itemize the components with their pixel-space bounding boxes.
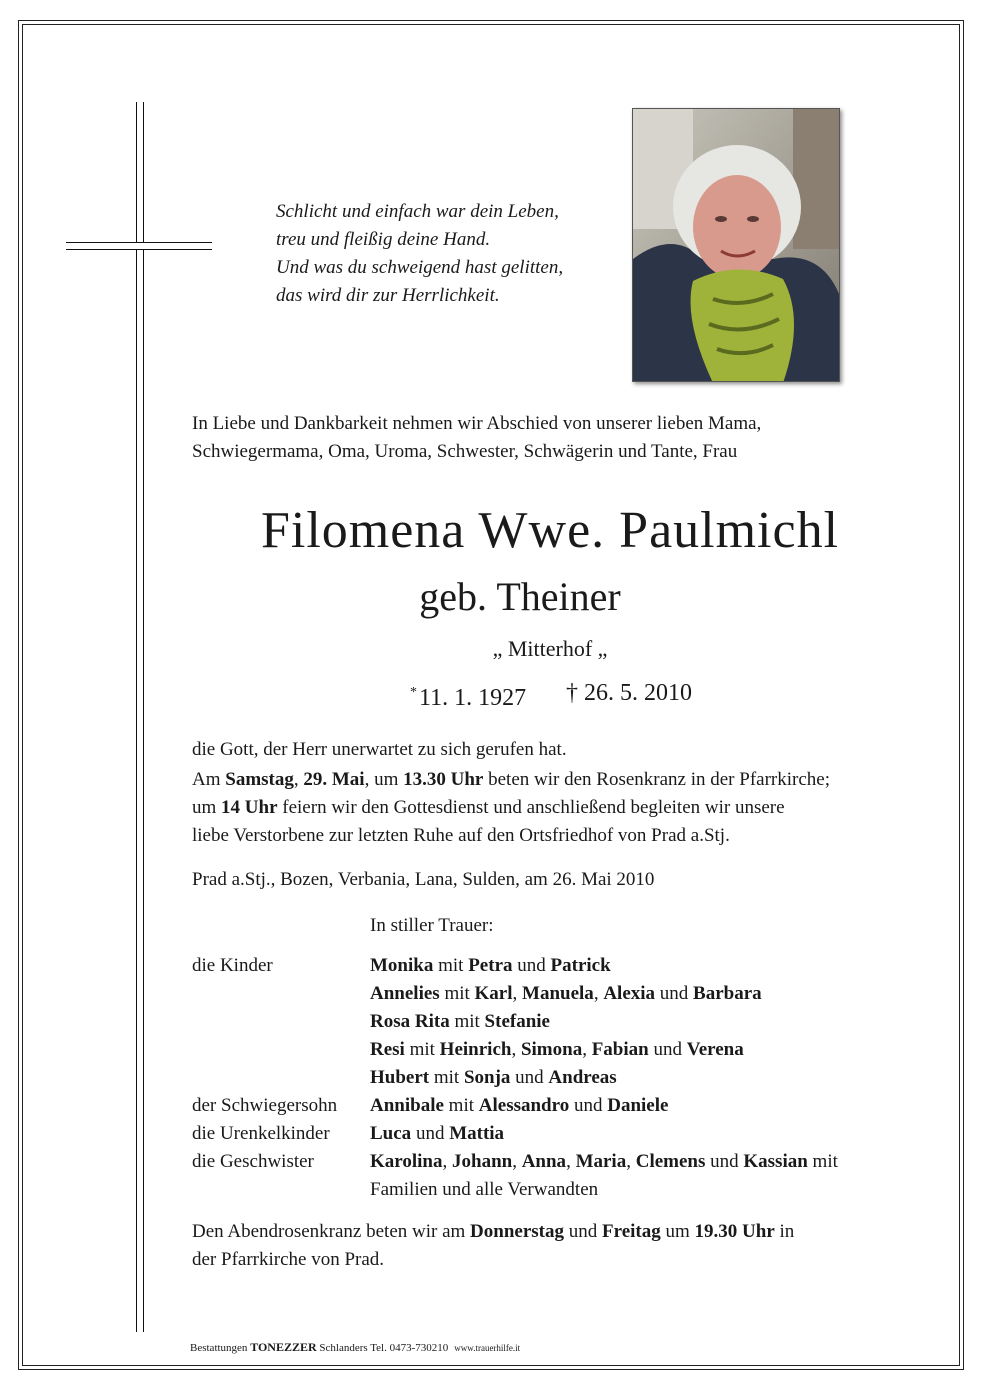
mourners-list: [192, 952, 922, 1204]
intro-text: In Liebe und Dankbarkeit nehmen wir Abschied von unserer lieben Mama, Schwiegermama, Oma, Uroma, Schwester, Schwägerin und Tante, Frau: [192, 413, 762, 462]
website-link[interactable]: www.trauerhilfe.it: [454, 1343, 521, 1353]
verse-line: Schlicht und einfach war dein Leben,: [276, 201, 559, 222]
birth-date: *11. 1. 1927: [410, 685, 527, 711]
announcement-text: die Gott, der Herr unerwartet zu sich gerufen hat. Am Samstag, 29. Mai, um 13.30 Uhr beten wir den Rosenkranz in der Pfarrkirche; um 14 Uhr feiern wir den Gottesdienst und anschließend begleiten wir unsere liebe Verstorbene zur letzten Ruhe auf den Ortsfriedhof von Prad a.Stj.: [192, 739, 830, 846]
place-date: Prad a.Stj., Bozen, Verbania, Lana, Sulden, am 26. Mai 2010: [192, 869, 655, 890]
deceased-name: Filomena Wwe. Paulmichl: [260, 502, 840, 559]
footer-imprint: Bestattungen TONEZZER Schlanders Tel. 0473-730210 www.trauerhilfe.it: [190, 1340, 521, 1354]
cross-icon: [136, 102, 144, 1332]
nickname: „ Mitterhof „: [492, 636, 608, 661]
mourning-heading: In stiller Trauer:: [370, 915, 494, 936]
list-item: Annelies mit Karl, Manuela, Alexia und Barbara: [370, 983, 762, 1004]
funeral-home-name: TONEZZER: [250, 1340, 317, 1354]
portrait-photo: [632, 108, 840, 382]
verse-line: Und was du schweigend hast gelitten,: [276, 257, 564, 278]
list-item: Rosa Rita mit Stefanie: [370, 1011, 550, 1032]
list-item: die Urenkelkinder Luca und Mattia: [192, 1123, 505, 1144]
list-item: Hubert mit Sonja und Andreas: [370, 1067, 617, 1088]
verse: [276, 198, 616, 310]
verse-line: das wird dir zur Herrlichkeit.: [276, 285, 500, 306]
list-item: die Kinder Monika mit Petra und Patrick: [192, 955, 611, 976]
list-item: die Geschwister Karolina, Johann, Anna, Maria, Clemens und Kassian mit: [192, 1151, 838, 1172]
verse-line: treu und fleißig deine Hand.: [276, 229, 491, 250]
list-item: Familien und alle Verwandten: [370, 1179, 599, 1200]
list-item: der Schwiegersohn Annibale mit Alessandro und Daniele: [192, 1095, 669, 1116]
list-item: Resi mit Heinrich, Simona, Fabian und Verena: [370, 1039, 744, 1060]
maiden-name: geb. Theiner: [419, 574, 621, 619]
evening-rosary-text: Den Abendrosenkranz beten wir am Donnerstag und Freitag um 19.30 Uhr in der Pfarrkirche von Prad.: [192, 1221, 795, 1270]
death-date: † 26. 5. 2010: [566, 680, 692, 706]
